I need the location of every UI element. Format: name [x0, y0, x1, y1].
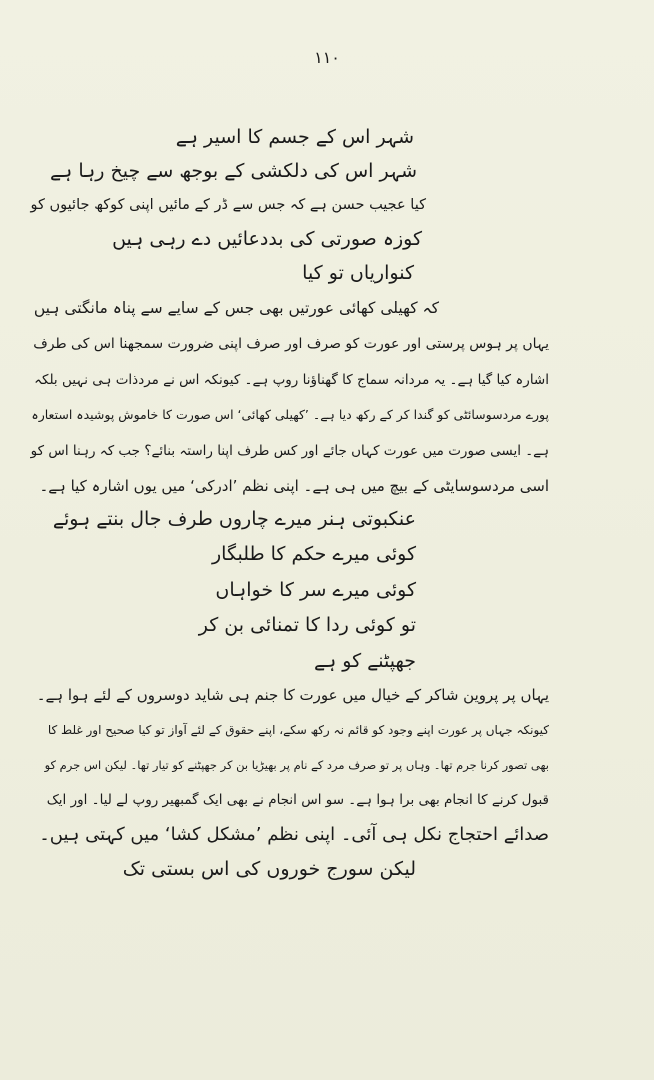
prose-line: اسی مردسوسایٹی کے بیچ میں ہی ہے۔ اپنی نظم ’ادرکی‘ میں یوں اشارہ کیا ہے۔	[39, 477, 549, 495]
verse-line: جھپٹنے کو ہے	[313, 650, 416, 672]
verse-line: شہر اس کی دلکشی کے بوجھ سے چیخ رہا ہے	[50, 160, 417, 182]
prose-line: کیونکہ جہاں پر عورت اپنے وجود کو قائم نہ رکھ سکے، اپنے حقوق کے لئے آواز تو کیا صحیح اور غلط کا	[47, 723, 549, 737]
prose-line: یہاں پر پروین شاکر کے خیال میں عورت کا جنم ہی شاید دوسروں کے لئے ہوا ہے۔	[36, 686, 549, 704]
prose-line: بھی تصور کرنا جرم تھا۔ وہاں پر تو صرف مرد کے نام پر بھیڑیا بن کر جھپٹنے کو تیار تھا۔ لیکن اس جرم کو	[44, 758, 549, 772]
verse-line: شہر اس کے جسم کا اسیر ہے	[175, 126, 414, 148]
verse-line: کیا عجیب حسن ہے کہ جس سے ڈر کے مائیں اپنی کوکھ جائیوں کو	[30, 197, 426, 213]
verse-line: کوزہ صورتی کی بددعائیں دے رہی ہیں	[112, 228, 422, 250]
verse-line: کنواریاں تو کیا	[302, 262, 414, 284]
page-number: ١١٠	[314, 48, 340, 67]
prose-line: پورے مردسوسائٹی کو گندا کر کے رکھ دیا ہے۔ ’کھیلی کھائی‘ اس صورت کا خاموش پوشیدہ استعارہ	[31, 407, 549, 422]
prose-line: یہاں پر ہوس پرستی اور عورت کو صرف اور صرف اپنی ضرورت سمجھنا اس کی طرف	[33, 336, 549, 352]
verse-line: تو کوئی ردا کا تمنائی بن کر	[198, 614, 416, 636]
prose-line: اشارہ کیا گیا ہے۔ یہ مردانہ سماج کا گھناؤنا روپ ہے۔ کیونکہ اس نے مردذات ہی نہیں بلکہ	[34, 372, 549, 388]
prose-line: صدائے احتجاج نکل ہی آئی۔ اپنی نظم ’مشکل کشا‘ میں کہتی ہیں۔	[39, 824, 549, 845]
verse-line: لیکن سورج خوروں کی اس بستی تک	[122, 858, 416, 880]
verse-line: کوئی میرے حکم کا طلبگار	[212, 543, 416, 565]
prose-line: قبول کرنے کا انجام بھی برا ہوا ہے۔ سو اس انجام نے بھی ایک گمبھیر روپ لے لیا۔ اور ایک	[46, 792, 549, 808]
prose-line: ہے۔ ایسی صورت میں عورت کہاں جائے اور کس طرف اپنا راستہ بنائے؟ جب کہ رہنا اس کو	[30, 443, 549, 459]
verse-line: کہ کھیلی کھائی عورتیں بھی جس کے سایے سے پناہ مانگتی ہیں	[33, 299, 439, 317]
verse-line: کوئی میرے سر کا خواہاں	[215, 579, 416, 601]
verse-line: عنکبوتی ہنر میرے چاروں طرف جال بنتے ہوئے	[52, 508, 416, 530]
